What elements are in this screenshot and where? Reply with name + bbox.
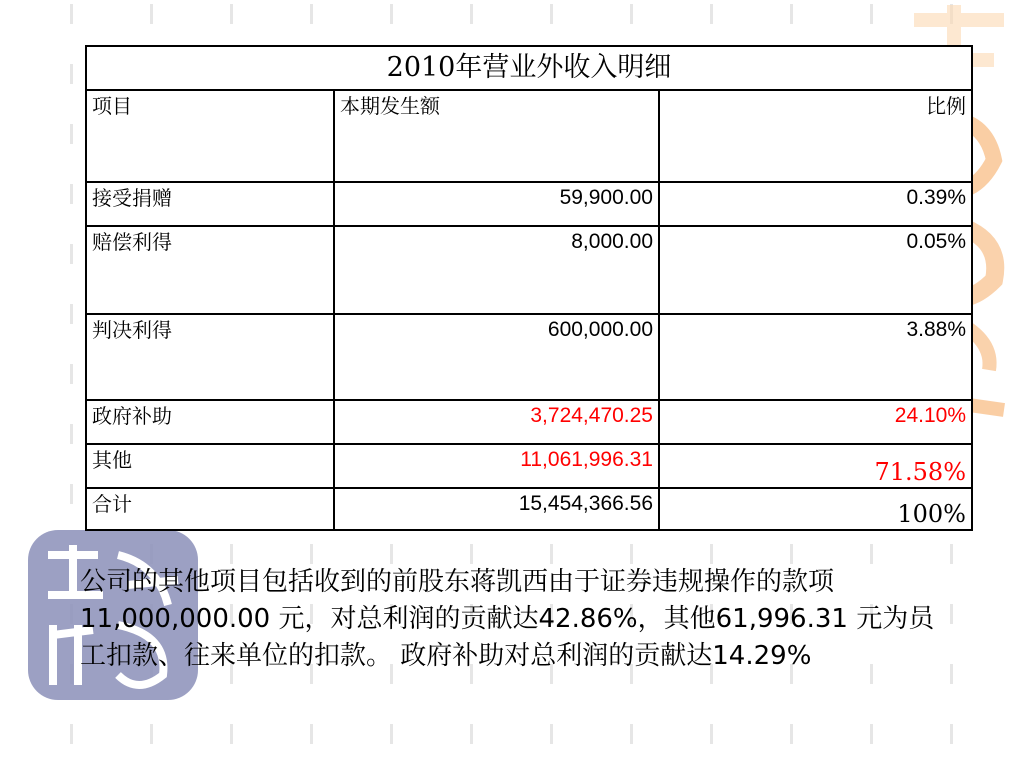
header-amount: 本期发生额	[334, 90, 659, 182]
row-amount: 59,900.00	[334, 182, 659, 226]
row-ratio: 3.88%	[659, 314, 972, 400]
table-row	[86, 182, 972, 226]
row-ratio: 100%	[659, 488, 972, 530]
row-amount: 15,454,366.56	[334, 488, 659, 530]
row-amount: 8,000.00	[334, 226, 659, 314]
row-ratio: 24.10%	[659, 400, 972, 444]
row-item: 其他	[86, 444, 334, 488]
row-item: 政府补助	[86, 400, 334, 444]
row-ratio: 0.39%	[659, 182, 972, 226]
row-amount: 3,724,470.25	[334, 400, 659, 444]
header-ratio: 比例	[659, 90, 972, 182]
table-row	[86, 400, 972, 444]
table-row	[86, 314, 972, 400]
table-row	[86, 444, 972, 488]
table-row	[86, 226, 972, 314]
income-detail-table	[85, 45, 973, 531]
row-item: 合计	[86, 488, 334, 530]
row-amount: 600,000.00	[334, 314, 659, 400]
header-item: 项目	[86, 90, 334, 182]
header-row	[86, 90, 972, 182]
row-ratio: 0.05%	[659, 226, 972, 314]
row-ratio: 71.58%	[659, 444, 972, 488]
table-row-total	[86, 488, 972, 530]
explanation-paragraph: 公司的其他项目包括收到的前股东蒋凯西由于证券违规操作的款项11,000,000.00 元，对总利润的贡献达42.86%，其他61,996.31 元为员工扣款、往来单位的扣款。 政府补助对总利润的贡献达14.29%	[80, 567, 935, 671]
table-title: 2010年营业外收入明细	[86, 46, 972, 90]
row-amount: 11,061,996.31	[334, 444, 659, 488]
row-item: 接受捐赠	[86, 182, 334, 226]
row-item: 判决利得	[86, 314, 334, 400]
row-item: 赔偿利得	[86, 226, 334, 314]
